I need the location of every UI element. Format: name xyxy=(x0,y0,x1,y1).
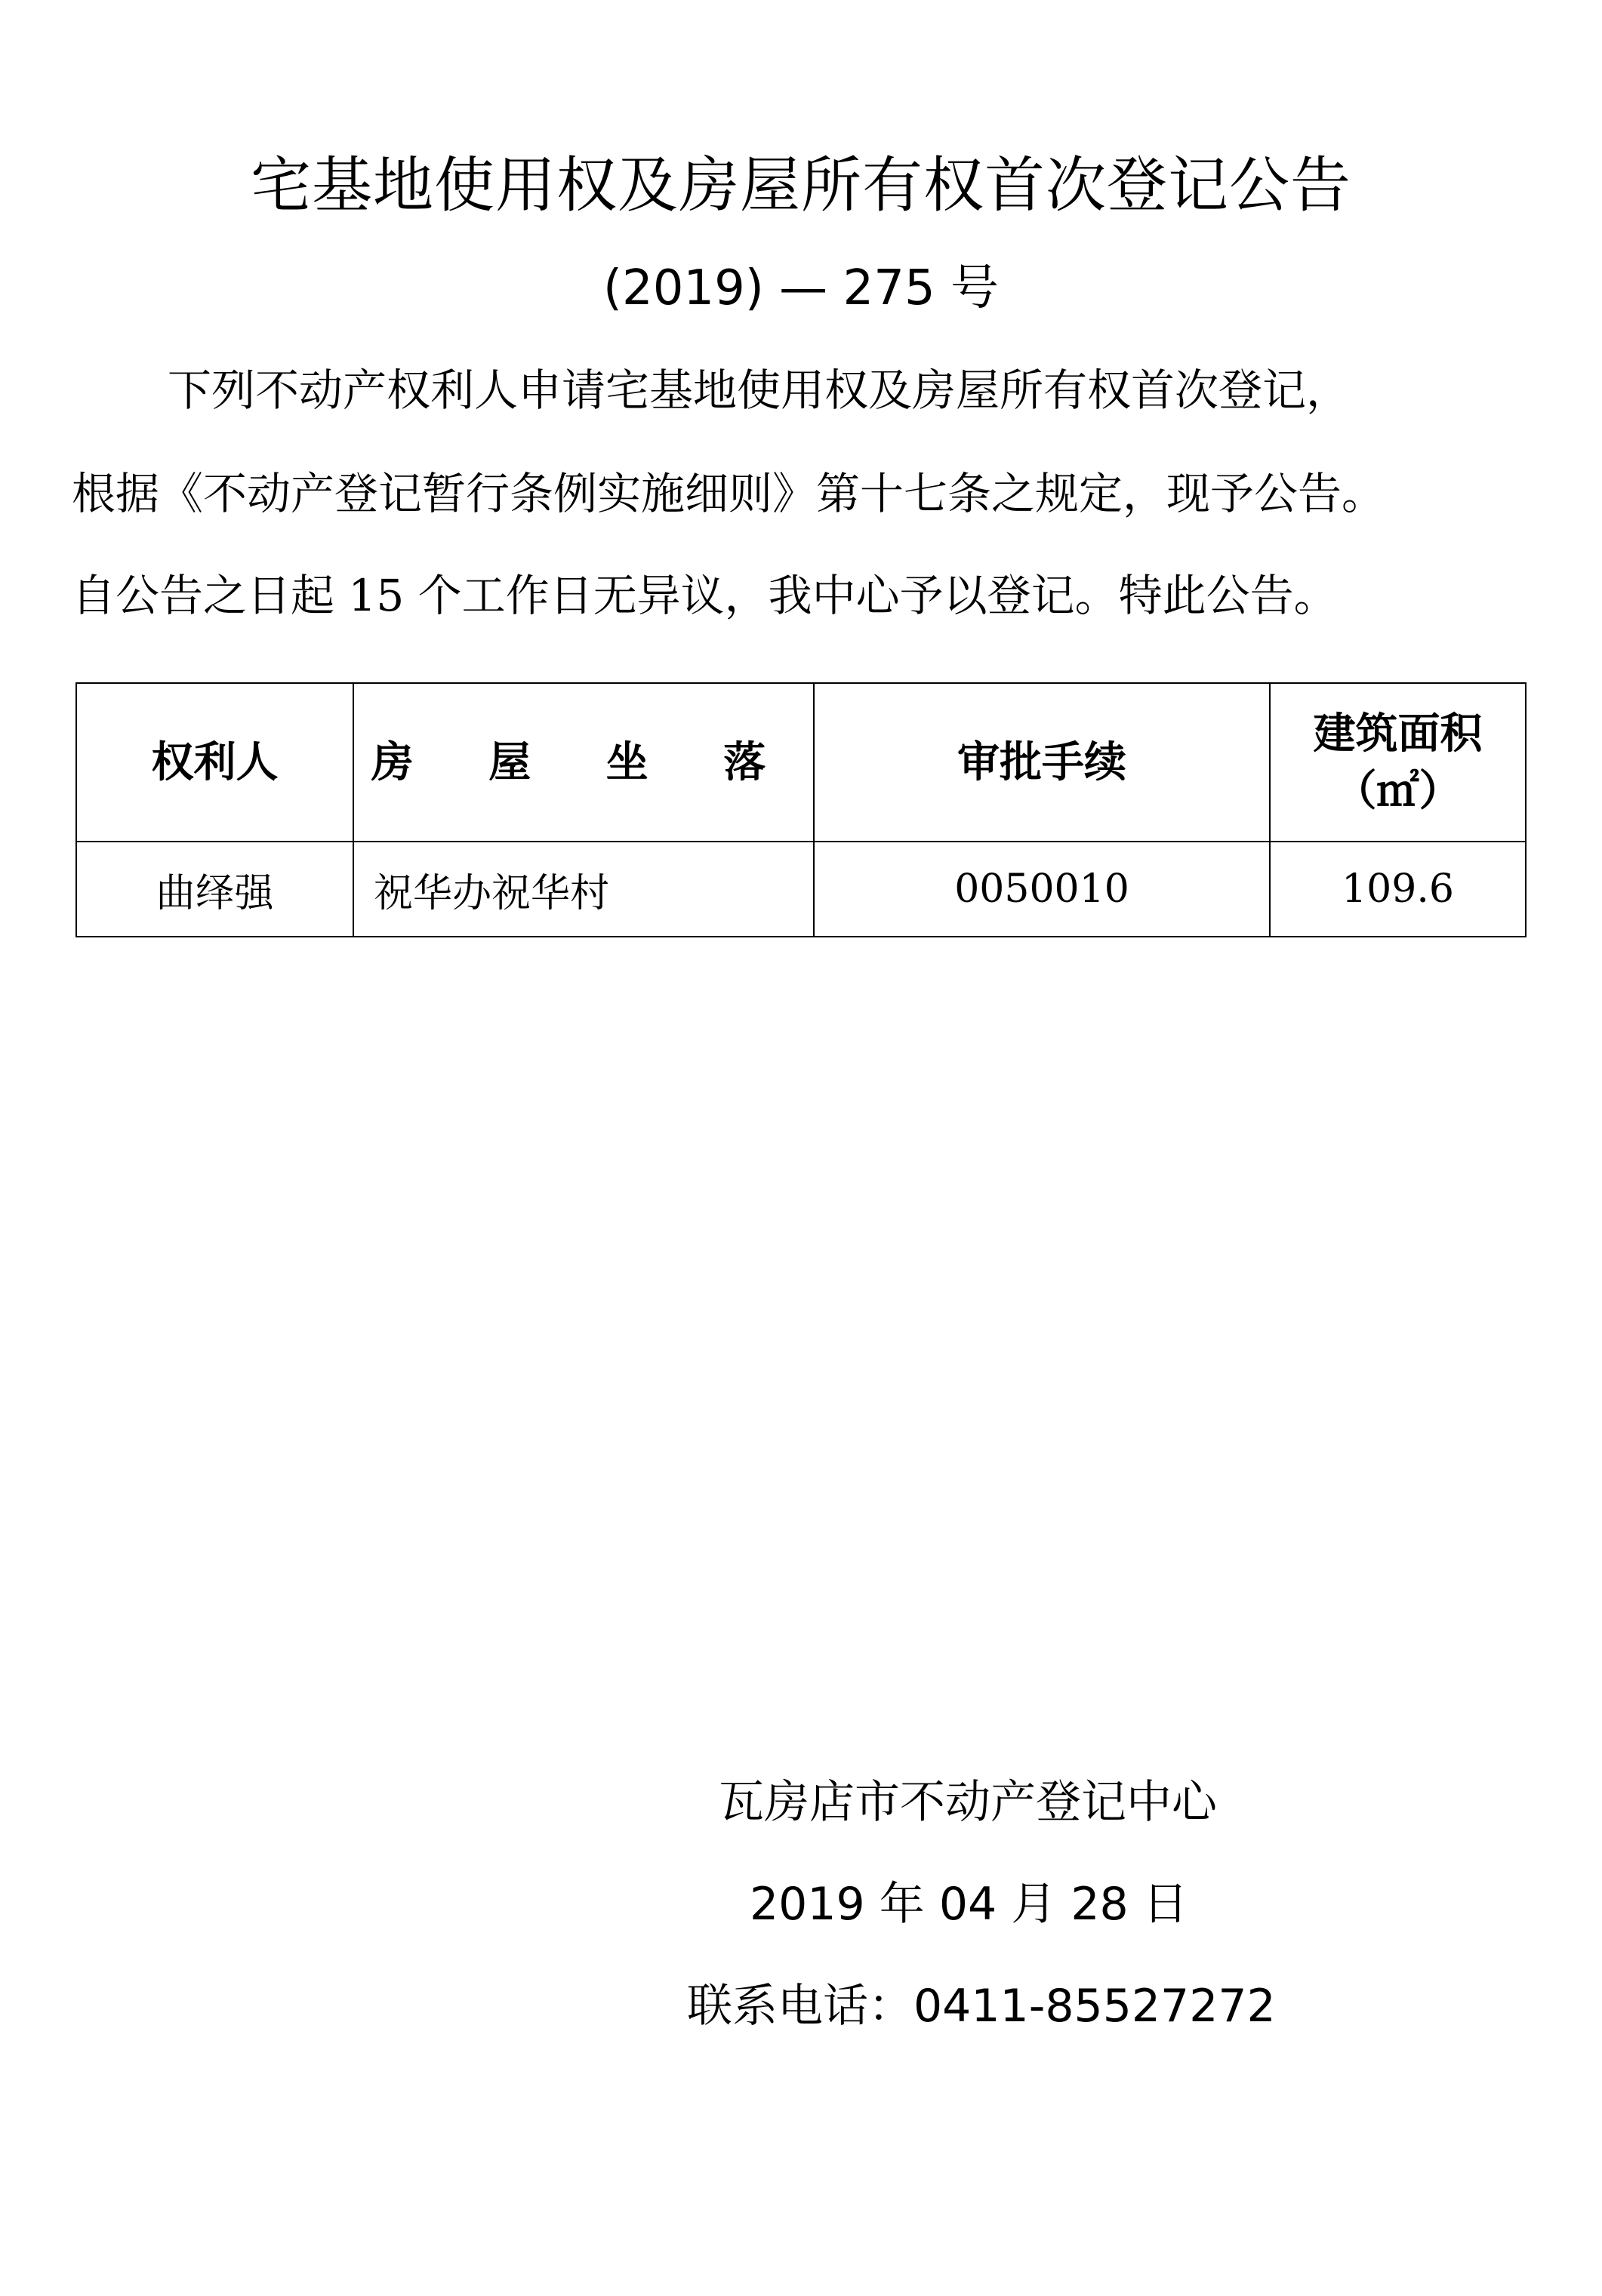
notice-paragraph-line-3: 自公告之日起 15 个工作日无异议，我中心予以登记。特此公告。 xyxy=(72,570,1338,621)
header-area xyxy=(1270,683,1526,842)
cell-holder: 曲绎强 xyxy=(76,842,353,937)
document-number: (2019) — 275 号 xyxy=(603,260,999,316)
cell-location: 祝华办祝华村 xyxy=(353,842,814,937)
header-holder: 权利人 xyxy=(76,683,353,842)
header-area-unit: （㎡） xyxy=(1334,766,1462,816)
notice-title: 宅基地使用权及房屋所有权首次登记公告 xyxy=(251,150,1351,220)
header-area-label: 建筑面积 xyxy=(1313,709,1483,759)
cell-approval: 0050010 xyxy=(814,842,1270,937)
header-approval: 审批手续 xyxy=(814,683,1270,842)
registration-table xyxy=(75,682,1527,937)
notice-paragraph-line-1: 下列不动产权利人申请宅基地使用权及房屋所有权首次登记， xyxy=(168,365,1351,416)
issue-date: 2019 年 04 月 28 日 xyxy=(750,1878,1188,1931)
cell-area: 109.6 xyxy=(1270,842,1526,937)
table-row xyxy=(76,842,1526,937)
table-header-row xyxy=(76,683,1526,842)
notice-paragraph-line-2: 根据《不动产登记暂行条例实施细则》第十七条之规定，现予公告。 xyxy=(72,468,1386,519)
issuing-office: 瓦房店市不动产登记中心 xyxy=(719,1776,1217,1829)
contact-phone: 联系电话：0411-85527272 xyxy=(687,1980,1276,2033)
header-location: 房 屋 坐 落 xyxy=(353,683,814,842)
